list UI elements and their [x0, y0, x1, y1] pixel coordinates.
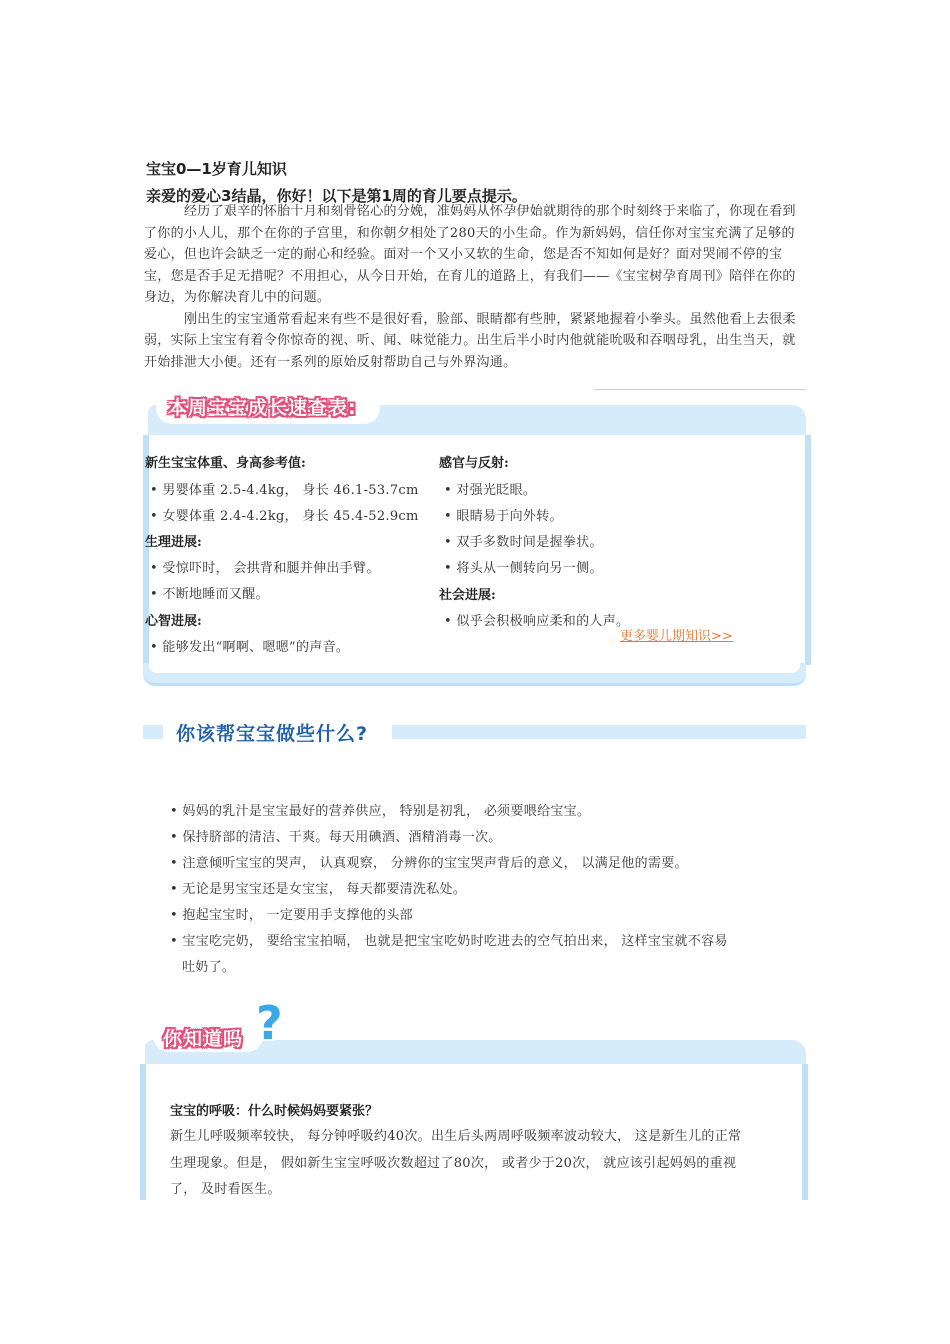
list-item: • 似乎会积极响应柔和的人声。	[444, 614, 630, 629]
know-section-title: 你知道吗	[163, 1028, 244, 1050]
list-item: • 男婴体重 2.5-4.4kg， 身长 46.1-53.7cm	[150, 483, 419, 498]
list-item: • 不断地睡而又醒。	[150, 587, 269, 602]
list-item: • 妈妈的乳汁是宝宝最好的营养供应， 特别是初乳， 必须要喂给宝宝。	[170, 804, 591, 819]
list-item: • 抱起宝宝时， 一定要用手支撑他的头部	[170, 908, 413, 923]
growth-section-title: 本周宝宝成长速查表:	[168, 397, 357, 419]
text-line: 新生儿呼吸频率较快， 每分钟呼吸约40次。出生后头两周呼吸频率波动较大， 这是新生儿的正常	[170, 1129, 742, 1144]
list-item: 吐奶了。	[182, 960, 236, 975]
todo-header-band-right	[392, 725, 806, 739]
breathing-question: 宝宝的呼吸：什么时候妈妈要紧张？	[170, 1104, 379, 1119]
list-item: • 双手多数时间是握拳状。	[444, 535, 603, 550]
list-item: • 能够发出“啊啊、嗯嗯”的声音。	[150, 640, 350, 655]
senses-title: 感官与反射:	[439, 456, 509, 471]
social-title: 社会进展:	[439, 588, 496, 603]
list-item: • 对强光眨眼。	[444, 483, 537, 498]
growth-box-bottom-inner	[149, 663, 800, 673]
todo-section-title: 你该帮宝宝做些什么?	[176, 723, 369, 745]
list-item: • 保持脐部的清洁、干爽。每天用碘酒、酒精消毒一次。	[170, 830, 502, 845]
list-item: • 宝宝吃完奶， 要给宝宝拍嗝， 也就是把宝宝吃奶时吃进去的空气拍出来， 这样宝宝就不容易	[170, 934, 728, 949]
text-line: 生理现象。但是， 假如新生宝宝呼吸次数超过了80次， 或者少于20次， 就应该引起妈妈的重视	[170, 1155, 737, 1171]
intro-text	[144, 201, 808, 373]
todo-header-band-left	[143, 725, 163, 739]
more-infant-knowledge-link[interactable]: 更多婴儿期知识>>	[620, 629, 733, 644]
breathing-text	[170, 1124, 741, 1204]
list-item: • 将头从一侧转向另一侧。	[444, 561, 603, 576]
greeting-heading: 亲爱的爱心3结晶，你好！以下是第1周的育儿要点提示。	[146, 187, 527, 205]
todo-list	[170, 799, 728, 981]
intro-paragraph-1: 经历了艰辛的怀胎十月和刻骨铭心的分娩，准妈妈从怀孕伊始就期待的那个时刻终于来临了，你现在看到了你的小人儿，那个在你的子宫里，和你朝夕相处了280天的小生命。作为新妈妈，信任你对宝宝充满了足够的爱心，但也许会缺乏一定的耐心和经验。面对一个又小又软的生命，您是否不知如何是好？面对哭闹不停的宝宝，您是否手足无措呢？不用担心，从今日开始，在育儿的道路上，有我们——《宝宝树孕育周刊》陪伴在你的身边，为你解决育儿中的问题。	[144, 204, 796, 305]
divider	[594, 389, 806, 390]
list-item: • 眼睛易于向外转。	[444, 509, 563, 524]
intro-paragraph-2: 刚出生的宝宝通常看起来有些不是很好看，脸部、眼睛都有些肿，紧紧地握着小拳头。虽然他看上去很柔弱，实际上宝宝有着令你惊奇的视、听、闻、味觉能力。出生后半小时内他就能吮吸和吞咽母乳，出生当天，就开始排泄大小便。还有一系列的原始反射帮助自己与外界沟通。	[144, 311, 796, 370]
mind-title: 心智进展:	[145, 614, 202, 629]
list-item: • 受惊吓时， 会拱背和腿并伸出手臂。	[150, 561, 380, 576]
question-mark-icon: ?	[256, 996, 283, 1050]
doc-title: 宝宝0—1岁育儿知识	[146, 160, 287, 178]
list-item: • 无论是男宝宝还是女宝宝， 每天都要清洗私处。	[170, 882, 467, 897]
physiology-title: 生理进展:	[145, 535, 202, 550]
list-item: • 注意倾听宝宝的哭声， 认真观察， 分辨你的宝宝哭声背后的意义， 以满足他的需要。	[170, 856, 688, 871]
list-item: • 女婴体重 2.4-4.2kg， 身长 45.4-52.9cm	[150, 509, 419, 524]
weight-height-title: 新生宝宝体重、身高参考值:	[145, 456, 306, 471]
text-line: 了， 及时看医生。	[170, 1182, 281, 1197]
